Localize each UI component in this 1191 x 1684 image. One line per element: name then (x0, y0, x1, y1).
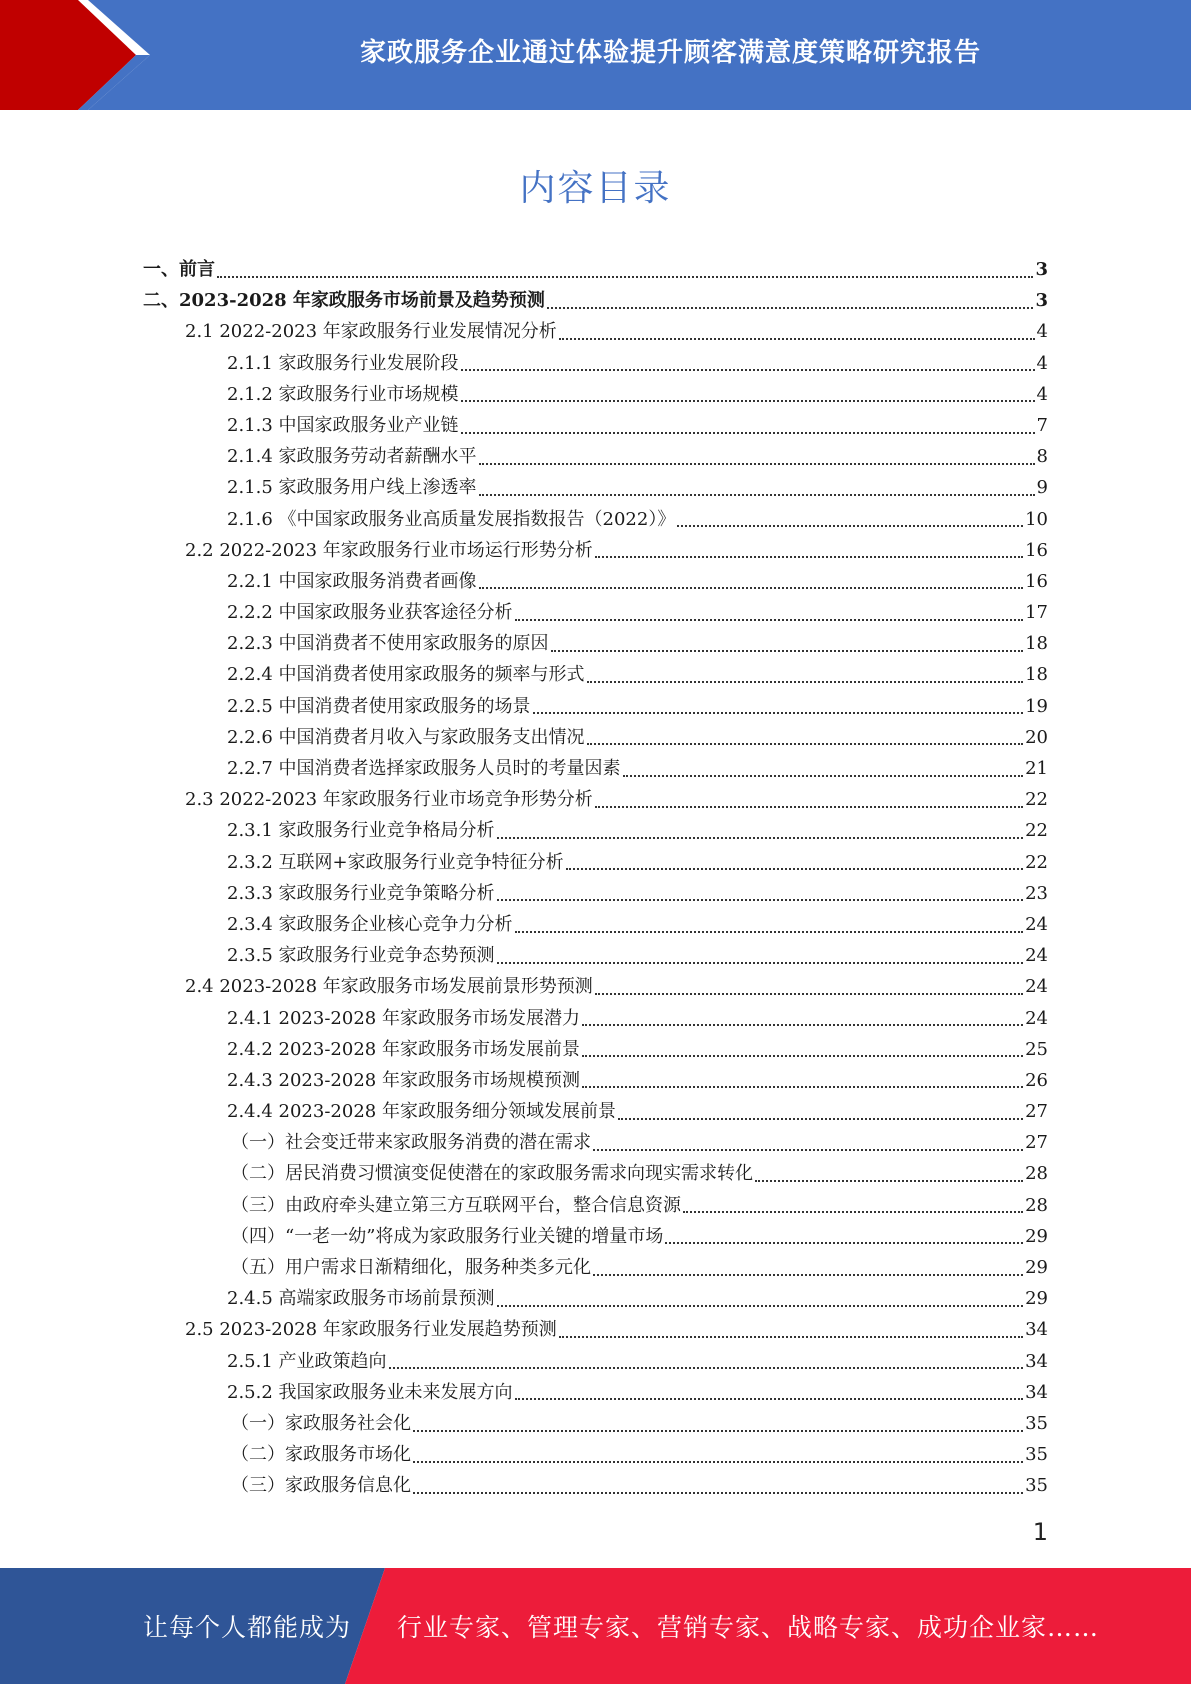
toc-entry-page: 19 (1025, 695, 1048, 717)
page-number: 1 (1032, 1518, 1048, 1546)
toc-entry-label: 2.4 2023-2028 年家政服务市场发展前景形势预测 (185, 976, 593, 998)
toc-entry-label: 一、前言 (143, 259, 215, 280)
toc-entry[interactable] (143, 753, 1048, 784)
toc-entry[interactable] (143, 1096, 1048, 1127)
toc-entry[interactable] (143, 566, 1048, 597)
toc-entry-label: （一）家政服务社会化 (231, 1412, 411, 1434)
toc-entry-label: 2.2.7 中国消费者选择家政服务人员时的考量因素 (227, 758, 621, 779)
toc-entry[interactable] (143, 1221, 1048, 1252)
toc-dot-leader (677, 525, 1023, 527)
toc-entry-page: 34 (1025, 1381, 1048, 1403)
toc-entry-page: 20 (1025, 726, 1048, 748)
toc-dot-leader (461, 369, 1035, 371)
toc-dot-leader (623, 775, 1024, 777)
toc-entry-page: 25 (1025, 1038, 1048, 1060)
report-header (0, 0, 1191, 110)
toc-entry-page: 22 (1025, 851, 1048, 873)
toc-entry-page: 23 (1025, 882, 1048, 904)
toc-entry-label: 2.2.6 中国消费者月收入与家政服务支出情况 (227, 726, 585, 748)
toc-entry-page: 35 (1025, 1444, 1048, 1466)
toc-dot-leader (665, 1242, 1023, 1244)
toc-entry-label: 2.2 2022-2023 年家政服务行业市场运行形势分析 (185, 539, 593, 561)
toc-dot-leader (582, 1055, 1023, 1057)
toc-entry[interactable] (143, 1158, 1048, 1189)
toc-dot-leader (461, 400, 1035, 402)
toc-entry-page: 22 (1025, 820, 1048, 842)
toc-entry-page: 29 (1025, 1257, 1048, 1278)
toc-entry[interactable] (143, 878, 1048, 909)
toc-entry-label: 2.2.3 中国消费者不使用家政服务的原因 (227, 633, 549, 655)
toc-entry[interactable] (143, 815, 1048, 846)
toc-dot-leader (497, 837, 1024, 839)
toc-entry-page: 27 (1025, 1132, 1048, 1154)
toc-entry-label: 2.2.5 中国消费者使用家政服务的场景 (227, 695, 531, 717)
toc-entry[interactable] (143, 909, 1048, 940)
toc-dot-leader (515, 1398, 1024, 1400)
toc-entry-label: 2.1.2 家政服务行业市场规模 (227, 383, 459, 405)
toc-dot-leader (618, 1118, 1023, 1120)
toc-entry[interactable] (143, 847, 1048, 878)
toc-dot-leader (582, 1086, 1023, 1088)
toc-dot-leader (515, 619, 1024, 621)
toc-entry-label: （一）社会变迁带来家政服务消费的潜在需求 (231, 1132, 591, 1154)
toc-entry-label: 2.4.2 2023-2028 年家政服务市场发展前景 (227, 1038, 580, 1060)
toc-entry[interactable] (143, 410, 1048, 441)
toc-entry-label: 2.5 2023-2028 年家政服务行业发展趋势预测 (185, 1319, 557, 1341)
toc-entry[interactable] (143, 504, 1048, 535)
toc-entry-label: 二、2023-2028 年家政服务市场前景及趋势预测 (143, 290, 545, 312)
toc-dot-leader (595, 993, 1023, 995)
toc-entry[interactable] (143, 1190, 1048, 1221)
toc-entry[interactable] (143, 535, 1048, 566)
toc-entry-label: 2.3.5 家政服务行业竞争态势预测 (227, 945, 495, 967)
toc-dot-leader (551, 650, 1024, 652)
toc-entry[interactable] (143, 1408, 1048, 1439)
toc-dot-leader (497, 1305, 1024, 1307)
toc-entry[interactable] (143, 691, 1048, 722)
toc-entry[interactable] (143, 597, 1048, 628)
toc-entry-label: 2.3.1 家政服务行业竞争格局分析 (227, 820, 495, 842)
toc-dot-leader (497, 962, 1024, 964)
toc-dot-leader (479, 587, 1024, 589)
toc-entry[interactable] (143, 472, 1048, 503)
toc-dot-leader (582, 1024, 1023, 1026)
toc-dot-leader (389, 1367, 1024, 1369)
toc-entry-page: 26 (1025, 1069, 1048, 1091)
toc-dot-leader (533, 712, 1024, 714)
toc-entry[interactable] (143, 316, 1048, 347)
toc-entry-label: 2.2.4 中国消费者使用家政服务的频率与形式 (227, 664, 585, 686)
toc-entry-page: 22 (1025, 789, 1048, 811)
toc-entry[interactable] (143, 722, 1048, 753)
toc-entry-label: 2.2.1 中国家政服务消费者画像 (227, 570, 477, 592)
toc-entry-label: 2.3 2022-2023 年家政服务行业市场竞争形势分析 (185, 789, 593, 811)
toc-entry-page: 28 (1025, 1163, 1048, 1185)
table-of-contents (143, 254, 1048, 1502)
toc-entry[interactable] (143, 1003, 1048, 1034)
toc-entry-label: 2.1.5 家政服务用户线上渗透率 (227, 477, 477, 499)
toc-entry-label: 2.5.2 我国家政服务业未来发展方向 (227, 1381, 513, 1403)
toc-entry-page: 8 (1036, 446, 1048, 468)
toc-dot-leader (413, 1461, 1023, 1463)
toc-dot-leader (413, 1492, 1023, 1494)
toc-entry[interactable] (143, 1127, 1048, 1158)
toc-entry[interactable] (143, 971, 1048, 1002)
toc-entry-label: 2.4.5 高端家政服务市场前景预测 (227, 1288, 495, 1310)
toc-entry-page: 7 (1036, 414, 1048, 436)
toc-dot-leader (595, 556, 1023, 558)
toc-entry-label: （三）家政服务信息化 (231, 1475, 411, 1497)
toc-entry-page: 4 (1036, 321, 1048, 343)
toc-entry[interactable] (143, 1252, 1048, 1283)
toc-dot-leader (479, 463, 1035, 465)
toc-entry-label: 2.1.4 家政服务劳动者薪酬水平 (227, 446, 477, 468)
toc-entry-label: 2.4.3 2023-2028 年家政服务市场规模预测 (227, 1069, 580, 1091)
toc-entry-label: 2.4.1 2023-2028 年家政服务市场发展潜力 (227, 1007, 580, 1029)
toc-entry-page: 9 (1036, 477, 1048, 499)
toc-entry[interactable] (143, 1034, 1048, 1065)
toc-entry-page: 4 (1036, 352, 1048, 374)
toc-entry-page: 28 (1025, 1194, 1048, 1216)
toc-entry-label: 2.1.3 中国家政服务业产业链 (227, 414, 459, 436)
toc-entry[interactable] (143, 659, 1048, 690)
toc-entry-page: 34 (1025, 1350, 1048, 1372)
toc-entry-page: 17 (1025, 602, 1048, 624)
toc-dot-leader (566, 868, 1023, 870)
toc-entry-page: 21 (1025, 758, 1048, 779)
footer-slogan-right: 行业专家、管理专家、营销专家、战略专家、成功企业家…… (397, 1613, 1100, 1642)
toc-entry-label: （二）居民消费习惯演变促使潜在的家政服务需求向现实需求转化 (231, 1163, 753, 1185)
toc-entry-page: 24 (1025, 1007, 1048, 1029)
toc-entry-label: 2.3.4 家政服务企业核心竞争力分析 (227, 913, 513, 935)
footer-slogan-left: 让每个人都能成为 (143, 1613, 352, 1642)
toc-entry[interactable] (143, 254, 1048, 285)
toc-dot-leader (461, 432, 1035, 434)
toc-dot-leader (515, 931, 1024, 933)
toc-entry-label: 2.5.1 产业政策趋向 (227, 1350, 387, 1372)
toc-entry-page: 3 (1035, 259, 1048, 280)
toc-entry-label: （三）由政府牵头建立第三方互联网平台，整合信息资源 (231, 1194, 681, 1216)
toc-dot-leader (593, 1274, 1023, 1276)
report-title: 家政服务企业通过体验提升顾客满意度策略研究报告 (359, 37, 981, 68)
toc-entry-label: 2.2.2 中国家政服务业获客途径分析 (227, 602, 513, 624)
toc-entry-page: 24 (1025, 945, 1048, 967)
toc-entry-page: 34 (1025, 1319, 1048, 1341)
toc-entry-label: 2.1 2022-2023 年家政服务行业发展情况分析 (185, 321, 557, 343)
toc-entry[interactable] (143, 1314, 1048, 1345)
toc-dot-leader (217, 276, 1033, 278)
toc-heading: 内容目录 (519, 168, 672, 209)
toc-dot-leader (587, 681, 1024, 683)
toc-entry-label: 2.3.3 家政服务行业竞争策略分析 (227, 882, 495, 904)
toc-entry-page: 16 (1025, 570, 1048, 592)
toc-entry-page: 4 (1036, 383, 1048, 405)
report-footer (0, 1568, 1191, 1684)
toc-dot-leader (755, 1180, 1023, 1182)
toc-entry[interactable] (143, 1346, 1048, 1377)
toc-entry-label: 2.1.1 家政服务行业发展阶段 (227, 352, 459, 374)
toc-entry-page: 24 (1025, 913, 1048, 935)
toc-entry[interactable] (143, 628, 1048, 659)
toc-entry-page: 29 (1025, 1288, 1048, 1310)
toc-entry[interactable] (143, 285, 1048, 316)
toc-entry-label: （二）家政服务市场化 (231, 1444, 411, 1466)
toc-entry[interactable] (143, 379, 1048, 410)
toc-entry-label: 2.1.6 《中国家政服务业高质量发展指数报告（2022）》 (227, 508, 676, 530)
toc-entry-label: （五）用户需求日渐精细化，服务种类多元化 (231, 1257, 591, 1278)
toc-entry-page: 29 (1025, 1225, 1048, 1247)
toc-entry[interactable] (143, 1377, 1048, 1408)
toc-entry-page: 24 (1025, 976, 1048, 998)
toc-entry[interactable] (143, 940, 1048, 971)
toc-dot-leader (587, 743, 1024, 745)
toc-entry-page: 18 (1025, 664, 1048, 686)
toc-dot-leader (595, 806, 1023, 808)
toc-entry-label: 2.4.4 2023-2028 年家政服务细分领域发展前景 (227, 1101, 616, 1123)
toc-dot-leader (593, 1149, 1023, 1151)
toc-dot-leader (559, 1336, 1023, 1338)
toc-dot-leader (559, 338, 1035, 340)
toc-entry-page: 27 (1025, 1101, 1048, 1123)
toc-dot-leader (683, 1211, 1023, 1213)
toc-entry-label: 2.3.2 互联网+家政服务行业竞争特征分析 (227, 851, 564, 873)
toc-entry[interactable] (143, 1283, 1048, 1314)
toc-dot-leader (479, 494, 1035, 496)
toc-dot-leader (547, 307, 1034, 309)
toc-entry[interactable] (143, 348, 1048, 379)
toc-entry-page: 10 (1025, 508, 1048, 530)
toc-entry[interactable] (143, 1439, 1048, 1470)
toc-entry[interactable] (143, 784, 1048, 815)
toc-entry[interactable] (143, 1470, 1048, 1501)
toc-entry-page: 3 (1035, 290, 1048, 312)
toc-dot-leader (497, 899, 1024, 901)
toc-entry[interactable] (143, 441, 1048, 472)
toc-dot-leader (413, 1430, 1023, 1432)
toc-entry-label: （四）“一老一幼”将成为家政服务行业关键的增量市场 (231, 1225, 664, 1247)
toc-entry-page: 18 (1025, 633, 1048, 655)
toc-entry-page: 35 (1025, 1475, 1048, 1497)
chevron-logo-icon (0, 0, 150, 110)
toc-entry-page: 16 (1025, 539, 1048, 561)
toc-entry-page: 35 (1025, 1412, 1048, 1434)
toc-entry[interactable] (143, 1065, 1048, 1096)
